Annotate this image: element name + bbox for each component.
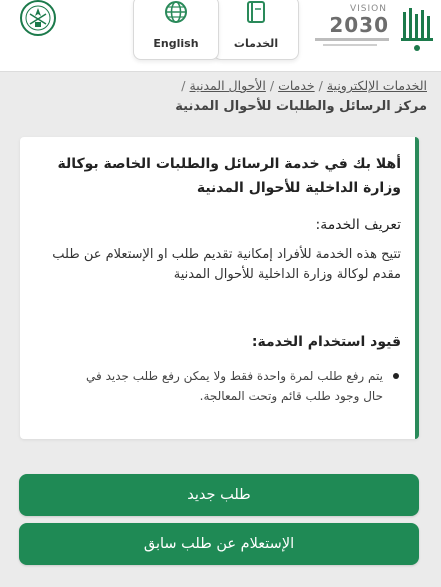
globe-icon — [163, 0, 189, 25]
definition-heading: تعريف الخدمة: — [315, 217, 401, 233]
top-header — [0, 0, 441, 72]
breadcrumb — [7, 78, 427, 93]
breadcrumb-separator: / — [269, 78, 275, 93]
services-nav-label: الخدمات — [233, 37, 279, 50]
breadcrumb-separator: / — [181, 78, 186, 93]
new-request-button[interactable]: طلب جديد — [19, 474, 419, 516]
vision-subtitle-bar-2 — [323, 44, 377, 46]
definition-body: تتيح هذه الخدمة للأفراد إمكانية تقديم طلب او الإستعلام عن طلب مقدم لوكالة وزارة الداخلية للأحوال المدنية — [52, 247, 401, 282]
bullet-icon — [393, 373, 399, 379]
services-nav-button[interactable] — [213, 0, 299, 60]
book-icon — [243, 0, 269, 25]
breadcrumb-separator: / — [318, 78, 323, 93]
usage-limit-text: يتم رفع طلب لمرة واحدة فقط ولا يمكن رفع طلب جديد في حال وجود طلب قائم وتحت المعالجة. — [86, 369, 383, 403]
welcome-message: أهلا بك في خدمة الرسائل والطلبات الخاصة بوكالة وزارة الداخلية للأحوال المدنية — [57, 156, 401, 196]
usage-limit-item — [71, 366, 401, 406]
vision-2030-logo — [313, 0, 391, 50]
breadcrumb-services[interactable]: خدمات — [278, 78, 315, 93]
ministry-emblem-logo — [14, 0, 62, 40]
vision-year: 2030 — [329, 13, 389, 37]
breadcrumb-eservices[interactable]: الخدمات الإلكترونية — [326, 78, 427, 93]
breadcrumb-civil-affairs[interactable]: الأحوال المدنية — [189, 78, 266, 93]
language-switch-button[interactable] — [133, 0, 219, 60]
vision-subtitle-bar — [315, 38, 389, 41]
inquiry-previous-request-button[interactable]: الإستعلام عن طلب سابق — [19, 523, 419, 565]
usage-limits-heading: قيود استخدام الخدمة: — [251, 334, 401, 350]
service-info-card — [20, 137, 419, 439]
page-title-text: مركز الرسائل والطلبات للأحوال المدنية — [175, 99, 427, 114]
language-nav-label: English — [153, 37, 199, 50]
page-title — [7, 99, 427, 114]
absher-logo[interactable] — [397, 0, 437, 60]
vision-label: VISION — [350, 4, 387, 14]
